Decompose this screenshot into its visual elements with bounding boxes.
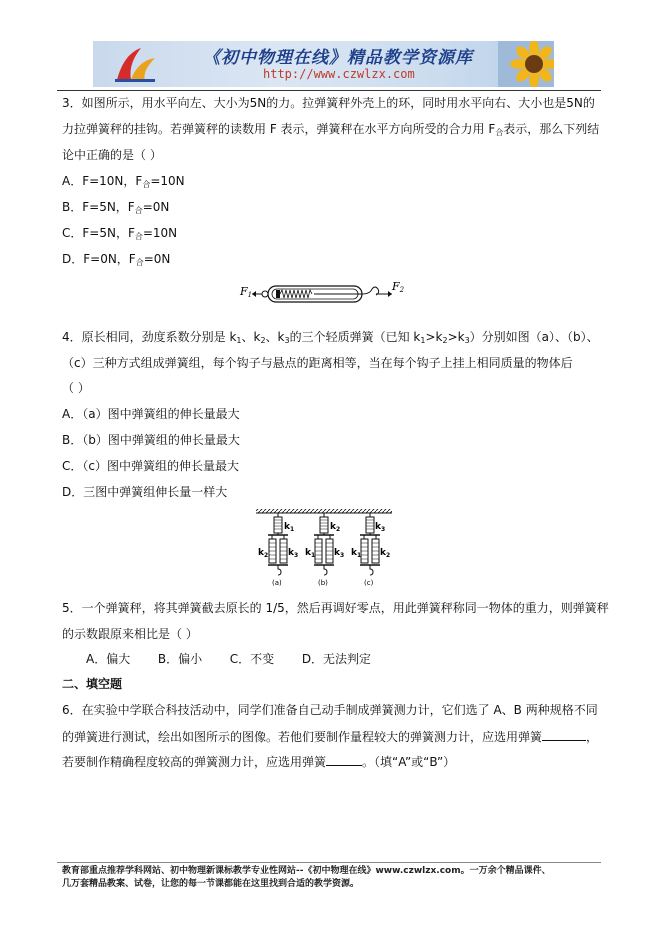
q5-option-d: D．无法判定 xyxy=(301,652,372,666)
svg-text:k1: $k_1$ xyxy=(284,522,295,533)
svg-text:(c): (c) xyxy=(364,579,374,587)
q4-line1: 4．原长相同，劲度系数分别是 $k_1$、$k_2$、$k_3$的三个轻质弹簧（已知 $k_1>k_2>k_3$）分别如图（a）、（b）、 xyxy=(62,330,599,345)
spring-group-b xyxy=(305,513,344,587)
spring-groups-figure xyxy=(256,507,394,589)
q5-option-a: A．偏大 xyxy=(86,652,131,666)
footer-line1: 教育部重点推荐学科网站、初中物理新课标教学专业性网站--《初中物理在线》www.czwlzx.com。一万余个精品课件、 xyxy=(62,866,551,876)
svg-text:k3: $k_3$ xyxy=(334,548,345,559)
q3-option-b: B．F=5N，$F_合=0N$ xyxy=(62,200,170,215)
spring-scale-figure xyxy=(236,278,406,308)
force-f1-label: F1 xyxy=(240,285,253,299)
svg-text:k1: $k_1$ xyxy=(305,548,316,559)
q6-line3: 若要制作精确程度较高的弹簧测力计，应选用弹簧 。（填“A”或“B”） xyxy=(62,755,456,769)
footer-rule xyxy=(57,862,601,863)
svg-text:k2: $k_2$ xyxy=(380,548,391,559)
q6-blank-2[interactable] xyxy=(326,754,362,766)
q4-option-c: C．（c）图中弹簧组的伸长量最大 xyxy=(62,459,239,473)
svg-text:k3: $k_3$ xyxy=(288,548,299,559)
q3-line1: 3．如图所示，用水平向左、大小为5N的力。拉弹簧秤外壳上的环，同时用水平向右、大小也是5N的 xyxy=(62,96,595,110)
svg-text:k2: $k_2$ xyxy=(258,548,269,559)
q5-line2: 的示数跟原来相比是（ ） xyxy=(62,627,198,641)
svg-text:(a): (a) xyxy=(272,579,282,587)
q3-option-a: A．F=10N，$F_合=10N$ xyxy=(62,174,185,189)
force-f2-label: F2 xyxy=(392,280,405,294)
q6-blank-1[interactable] xyxy=(542,729,586,741)
q3-line3: 论中正确的是（ ） xyxy=(62,148,162,162)
q3-option-d: D．F=0N，$F_合=0N$ xyxy=(62,252,171,267)
q4-line3: （ ） xyxy=(62,381,90,395)
q4-option-b: B．（b）图中弹簧组的伸长量最大 xyxy=(62,433,240,447)
q5-line1: 5．一个弹簧秤，将其弹簧截去原长的 1/5，然后再调好零点，用此弹簧秤称同一物体的重力，则弹簧秤 xyxy=(62,601,609,615)
spring-group-a xyxy=(258,513,298,587)
svg-text:(b): (b) xyxy=(318,579,328,587)
sunflower-icon xyxy=(498,41,554,87)
banner-url: http://www.czwlzx.com xyxy=(263,67,415,81)
spring-group-c xyxy=(351,513,390,587)
q3-line2: 力拉弹簧秤的挂钩。若弹簧秤的读数用 F 表示，弹簧秤在水平方向所受的合力用 $F_合$表示，那么下列结 xyxy=(62,122,600,137)
svg-text:k2: $k_2$ xyxy=(330,522,341,533)
q5-option-b: B．偏小 xyxy=(157,652,203,666)
q6-line1: 6．在实验中学联合科技活动中，同学们准备自己动手制成弹簧测力计，它们选了 A、B 两种规格不同 xyxy=(62,703,598,717)
banner-title: 《初中物理在线》精品教学资源库 xyxy=(203,48,473,68)
footer-line2: 几万套精品教案、试卷，让您的每一节课都能在这里找到合适的教学资源。 xyxy=(62,879,360,889)
site-logo xyxy=(111,44,159,84)
q6-line2: 的弹簧进行测试，绘出如图所示的图像。若他们要制作量程较大的弹簧测力计，应选用弹簧 ， xyxy=(62,730,599,744)
header-banner xyxy=(93,41,554,87)
q4-option-a: A．（a）图中弹簧组的伸长量最大 xyxy=(62,407,240,421)
svg-text:k1: $k_1$ xyxy=(351,548,362,559)
q4-line2: （c）三种方式组成弹簧组，每个钩子与悬点的距离相等，当在每个钩子上挂上相同质量的物体后 xyxy=(62,356,573,370)
q3-option-c: C．F=5N，$F_合=10N$ xyxy=(62,226,178,241)
q4-option-d: D．三图中弹簧组伸长量一样大 xyxy=(62,485,228,499)
q5-option-c: C．不变 xyxy=(229,652,275,666)
svg-text:k3: $k_3$ xyxy=(375,522,386,533)
section-fill-blank-title: 二、填空题 xyxy=(62,677,123,691)
header-rule xyxy=(57,90,601,91)
q5-options xyxy=(86,652,371,666)
